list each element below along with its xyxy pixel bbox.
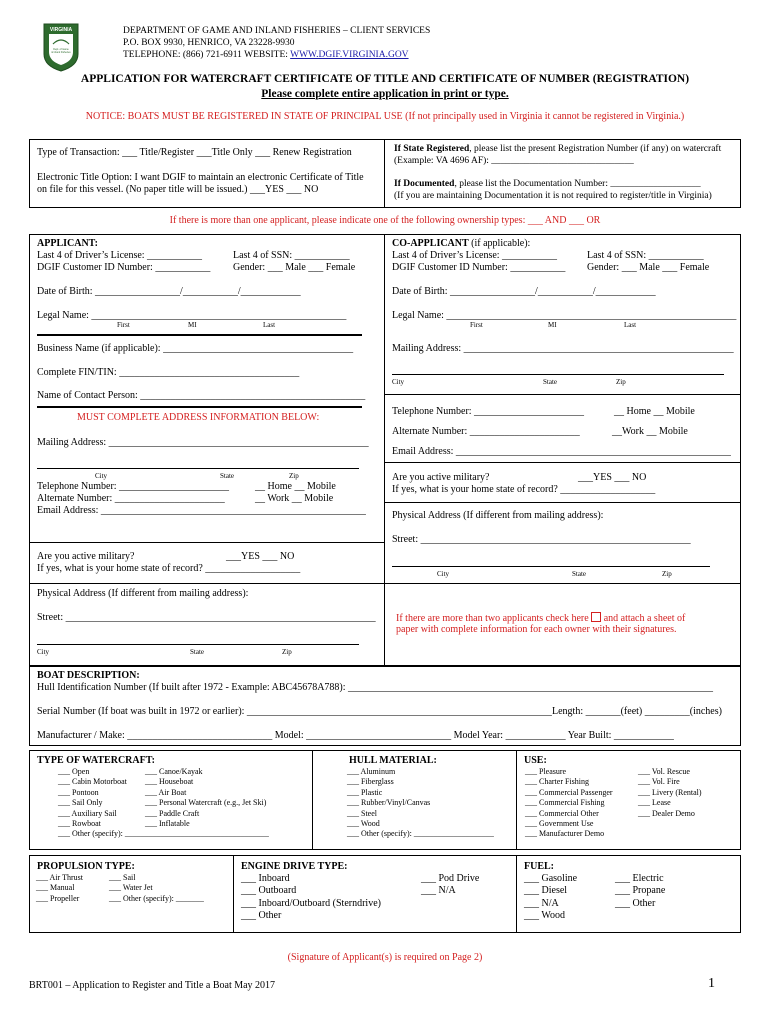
applicant-legal-name[interactable]: Legal Name: ___________________________________________________ bbox=[37, 310, 347, 321]
fuel-option[interactable]: ___ Propane bbox=[615, 885, 666, 897]
applicant-military: Are you active military? bbox=[37, 551, 135, 562]
coapplicant-heading: CO-APPLICANT (if applicable): bbox=[392, 238, 531, 249]
watercraft-option[interactable]: ___ Air Boat bbox=[145, 787, 187, 797]
applicant-contact[interactable]: Name of Contact Person: _____________________________________________ bbox=[37, 390, 366, 401]
coapplicant-alternate-type[interactable]: __Work __ Mobile bbox=[612, 426, 688, 437]
propulsion-option[interactable]: ___ Air Thrust bbox=[36, 873, 83, 882]
coapplicant-last-label: Last bbox=[624, 321, 637, 329]
use-option[interactable]: ___ Dealer Demo bbox=[638, 808, 695, 818]
watercraft-option[interactable]: ___ Cabin Motorboat bbox=[58, 777, 127, 787]
applicant-alternate[interactable]: Alternate Number: ______________________ bbox=[37, 493, 225, 504]
hull-option[interactable]: ___ Fiberglass bbox=[347, 777, 394, 787]
svg-text:VIRGINIA: VIRGINIA bbox=[49, 27, 73, 33]
coapplicant-physical-city-label: City bbox=[437, 570, 450, 578]
applicant-physical-zip-label: Zip bbox=[282, 648, 292, 656]
applicant-city-label: City bbox=[95, 472, 108, 480]
watercraft-option[interactable]: ___ Pontoon bbox=[58, 787, 99, 797]
watercraft-option[interactable]: ___ Auxiliary Sail bbox=[58, 808, 117, 818]
propulsion-option[interactable]: ___ Manual bbox=[36, 883, 75, 893]
electronic-title-line2[interactable]: on file for this vessel. (No paper title will be issued.) ___YES ___ NO bbox=[37, 184, 319, 195]
use-option[interactable]: ___ Lease bbox=[638, 798, 671, 808]
use-option[interactable]: ___ Manufacturer Demo bbox=[525, 829, 605, 839]
use-option[interactable]: ___ Vol. Rescue bbox=[638, 767, 690, 776]
watercraft-heading: TYPE OF WATERCRAFT: bbox=[37, 755, 155, 766]
address-required-note: MUST COMPLETE ADDRESS INFORMATION BELOW: bbox=[77, 412, 320, 423]
coapplicant-dl[interactable]: Last 4 of Driver’s License: ___________ bbox=[392, 250, 558, 261]
dept-phone: TELEPHONE: (866) 721-6911 WEBSITE: bbox=[123, 50, 291, 60]
coapplicant-home-state[interactable]: If yes, what is your home state of record? ___________________ bbox=[392, 484, 656, 495]
coapplicant-military-options[interactable]: ___YES ___ NO bbox=[578, 472, 647, 483]
use-option[interactable]: ___ Commercial Passenger bbox=[525, 787, 613, 797]
applicant-physical-heading: Physical Address (If different from mailing address): bbox=[37, 588, 249, 599]
coapplicant-street[interactable]: Street: ______________________________________________________ bbox=[392, 534, 691, 545]
coapplicant-ssn[interactable]: Last 4 of SSN: ___________ bbox=[587, 250, 704, 261]
propulsion-list-2 bbox=[109, 873, 204, 904]
electronic-title-line1: Electronic Title Option: I want DGIF to maintain an electronic Certificate of Title bbox=[37, 172, 364, 183]
coapplicant-military: Are you active military? bbox=[392, 472, 490, 483]
form-title: APPLICATION FOR WATERCRAFT CERTIFICATE OF TITLE AND CERTIFICATE OF NUMBER (REGISTRATION) bbox=[80, 73, 690, 85]
use-option[interactable]: ___ Commercial Fishing bbox=[525, 798, 605, 808]
fuel-option[interactable]: ___ Other bbox=[615, 897, 656, 909]
engine-option[interactable]: ___ N/A bbox=[421, 885, 456, 897]
dept-address: P.O. BOX 9930, HENRICO, VA 23228-9930 bbox=[123, 38, 295, 48]
hull-option[interactable]: ___ Wood bbox=[347, 819, 380, 829]
engine-drive-heading: ENGINE DRIVE TYPE: bbox=[241, 861, 348, 872]
use-option[interactable]: ___ Government Use bbox=[525, 819, 594, 829]
engine-option[interactable]: ___ Pod Drive bbox=[421, 873, 480, 884]
hull-option[interactable]: ___ Steel bbox=[347, 808, 377, 818]
use-option[interactable]: ___ Charter Fishing bbox=[525, 777, 589, 787]
applicant-fin[interactable]: Complete FIN/TIN: ____________________________________ bbox=[37, 367, 300, 378]
fuel-list-1 bbox=[524, 873, 577, 922]
page-number: 1 bbox=[708, 976, 715, 991]
use-option[interactable]: ___ Livery (Rental) bbox=[638, 787, 702, 797]
applicant-mailing[interactable]: Mailing Address: ____________________________________________________ bbox=[37, 437, 369, 448]
engine-option[interactable]: ___ Outboard bbox=[241, 885, 297, 897]
use-option[interactable]: ___ Commercial Other bbox=[525, 808, 599, 818]
fuel-list-2 bbox=[615, 873, 665, 910]
propulsion-list-1 bbox=[36, 873, 83, 904]
hull-option[interactable]: ___ Other (specify): ____________________ bbox=[347, 829, 494, 839]
propulsion-heading: PROPULSION TYPE: bbox=[37, 861, 135, 872]
watercraft-option[interactable]: ___ Inflatable bbox=[145, 819, 190, 829]
hull-id-number[interactable]: Hull Identification Number (If built after 1972 - Example: ABC45678A788): _________________________________________________________________________ bbox=[37, 682, 714, 693]
fuel-option[interactable]: ___ Gasoline bbox=[524, 873, 578, 884]
applicant-home-state[interactable]: If yes, what is your home state of record? ___________________ bbox=[37, 563, 301, 574]
hull-option[interactable]: ___ Aluminum bbox=[347, 767, 396, 776]
fuel-heading: FUEL: bbox=[524, 861, 554, 872]
applicant-dob[interactable]: Date of Birth: _________________/___________/____________ bbox=[37, 286, 301, 297]
watercraft-option[interactable]: ___ Sail Only bbox=[58, 798, 103, 808]
applicant-dl[interactable]: Last 4 of Driver’s License: ___________ bbox=[37, 250, 203, 261]
watercraft-option[interactable]: ___ Canoe/Kayak bbox=[145, 767, 203, 776]
serial-number[interactable]: Serial Number (If boat was built in 1972 or earlier): _____________________________________________________________ bbox=[37, 706, 552, 717]
applicant-ssn[interactable]: Last 4 of SSN: ___________ bbox=[233, 250, 350, 261]
applicant-zip-label: Zip bbox=[289, 472, 299, 480]
watercraft-option[interactable]: ___ Open bbox=[58, 767, 90, 776]
manufacturer-model-year[interactable]: Manufacturer / Make: _____________________________ Model: _____________________________ Model Year: ____________ Year Built: ____________ bbox=[37, 730, 674, 741]
coapplicant-alternate[interactable]: Alternate Number: ______________________ bbox=[392, 426, 580, 437]
website-link[interactable]: WWW.DGIF.VIRGINIA.GOV bbox=[290, 50, 409, 60]
more-applicants-note: If there are more than two applicants check here and attach a sheet of bbox=[396, 613, 686, 624]
applicant-gender[interactable]: Gender: ___ Male ___ Female bbox=[233, 262, 356, 273]
watercraft-option[interactable]: ___ Rowboat bbox=[58, 819, 101, 829]
svg-text:Dept. of Game: Dept. of Game bbox=[53, 48, 69, 51]
coapplicant-dob[interactable]: Date of Birth: _________________/___________/____________ bbox=[392, 286, 656, 297]
coapplicant-zip-label: Zip bbox=[616, 378, 626, 386]
transaction-type[interactable]: Type of Transaction: ___ Title/Register ___Title Only ___ Renew Registration bbox=[37, 147, 352, 158]
coapplicant-telephone[interactable]: Telephone Number: ______________________ bbox=[392, 406, 585, 417]
watercraft-option[interactable]: ___ Houseboat bbox=[145, 777, 194, 787]
boat-description-heading: BOAT DESCRIPTION: bbox=[37, 670, 140, 681]
boat-length[interactable]: Length: _______(feet) _________(inches) bbox=[552, 706, 722, 717]
applicant-dgif-id[interactable]: DGIF Customer ID Number: ___________ bbox=[37, 262, 211, 273]
engine-drive-list-1 bbox=[241, 873, 381, 922]
coapplicant-telephone-type[interactable]: __ Home __ Mobile bbox=[614, 406, 695, 417]
propulsion-option[interactable]: ___ Other (specify): _______ bbox=[109, 893, 204, 903]
watercraft-option[interactable]: ___ Personal Watercraft (e.g., Jet Ski) bbox=[145, 798, 267, 808]
documented[interactable]: If Documented, please list the Documentation Number: ___________________ bbox=[394, 179, 701, 189]
watercraft-option[interactable]: ___ Other (specify): ____________________________________ bbox=[58, 829, 269, 839]
applicant-first-label: First bbox=[117, 321, 130, 329]
fuel-option[interactable]: ___ N/A bbox=[524, 897, 559, 909]
coapplicant-dgif-id[interactable]: DGIF Customer ID Number: ___________ bbox=[392, 262, 566, 273]
propulsion-option[interactable]: ___ Water Jet bbox=[109, 883, 153, 893]
more-applicants-checkbox[interactable] bbox=[591, 612, 601, 622]
applicant-state-label: State bbox=[220, 472, 234, 480]
ownership-type[interactable]: If there is more than one applicant, please indicate one of the following ownership types: ___ AND ___ OR bbox=[169, 215, 601, 226]
watercraft-list-2 bbox=[145, 767, 266, 829]
fuel-option[interactable]: ___ Wood bbox=[524, 909, 565, 921]
propulsion-option[interactable]: ___ Propeller bbox=[36, 893, 80, 903]
coapplicant-city-label: City bbox=[392, 378, 405, 386]
watercraft-option[interactable]: ___ Paddle Craft bbox=[145, 808, 200, 818]
applicant-business[interactable]: Business Name (if applicable): ______________________________________ bbox=[37, 343, 354, 354]
coapplicant-mi-label: MI bbox=[548, 321, 557, 329]
applicant-alternate-type[interactable]: __ Work __ Mobile bbox=[255, 493, 334, 504]
applicant-telephone-type[interactable]: __ Home __ Mobile bbox=[255, 481, 336, 492]
dept-name: DEPARTMENT OF GAME AND INLAND FISHERIES – CLIENT SERVICES bbox=[123, 26, 431, 36]
documented-note: (If you are maintaining Documentation it is not required to register/title in Virginia) bbox=[394, 191, 712, 201]
hull-option[interactable]: ___ Rubber/Vinyl/Canvas bbox=[347, 798, 431, 808]
engine-drive-list-2 bbox=[421, 873, 479, 898]
form-footer: BRT001 – Application to Register and Title a Boat May 2017 bbox=[29, 980, 276, 991]
coapplicant-gender[interactable]: Gender: ___ Male ___ Female bbox=[587, 262, 710, 273]
use-heading: USE: bbox=[524, 755, 547, 766]
coapplicant-physical-heading: Physical Address (If different from mailing address): bbox=[392, 510, 604, 521]
applicant-mi-label: MI bbox=[188, 321, 197, 329]
coapplicant-first-label: First bbox=[470, 321, 483, 329]
engine-option[interactable]: ___ Inboard/Outboard (Sterndrive) bbox=[241, 897, 381, 909]
notice: NOTICE: BOATS MUST BE REGISTERED IN STATE OF PRINCIPAL USE (If not principally used in Virginia it cannot be registered in Virginia.) bbox=[85, 111, 685, 122]
engine-option[interactable]: ___ Inboard bbox=[241, 873, 290, 884]
applicant-heading: APPLICANT: bbox=[37, 238, 98, 249]
coapplicant-mailing[interactable]: Mailing Address: ______________________________________________________ bbox=[392, 343, 734, 354]
engine-option[interactable]: ___ Other bbox=[241, 909, 282, 921]
dgif-logo bbox=[42, 22, 80, 72]
hull-material-heading: HULL MATERIAL: bbox=[349, 755, 437, 766]
applicant-street[interactable]: Street: ______________________________________________________________ bbox=[37, 612, 376, 623]
fuel-option[interactable]: ___ Diesel bbox=[524, 885, 568, 897]
coapplicant-state-label: State bbox=[543, 378, 557, 386]
state-registered-example[interactable]: (Example: VA 4696 AF): ______________________________ bbox=[394, 156, 634, 166]
coapplicant-physical-zip-label: Zip bbox=[662, 570, 672, 578]
applicant-last-label: Last bbox=[263, 321, 276, 329]
applicant-telephone[interactable]: Telephone Number: ______________________ bbox=[37, 481, 230, 492]
applicant-physical-city-label: City bbox=[37, 648, 50, 656]
use-list-2 bbox=[638, 767, 702, 819]
coapplicant-email[interactable]: Email Address: _______________________________________________________ bbox=[392, 446, 731, 457]
more-applicants-note-line2: paper with complete information for each owner with their signatures. bbox=[396, 624, 677, 635]
state-registered[interactable]: If State Registered, please list the present Registration Number (if any) on watercraft bbox=[394, 144, 722, 154]
signature-note: (Signature of Applicant(s) is required on Page 2) bbox=[287, 952, 483, 963]
use-option[interactable]: ___ Pleasure bbox=[525, 767, 567, 776]
svg-text:& Inland Fisheries: & Inland Fisheries bbox=[51, 51, 71, 54]
applicant-physical-state-label: State bbox=[190, 648, 204, 656]
form-subtitle: Please complete entire application in print or type. bbox=[261, 88, 509, 100]
coapplicant-legal-name[interactable]: Legal Name: __________________________________________________________ bbox=[392, 310, 737, 321]
coapplicant-physical-state-label: State bbox=[572, 570, 586, 578]
use-list-1 bbox=[525, 767, 613, 840]
dept-phone-line bbox=[123, 50, 409, 60]
fuel-option[interactable]: ___ Electric bbox=[615, 873, 664, 884]
applicant-military-options[interactable]: ___YES ___ NO bbox=[226, 551, 295, 562]
propulsion-option[interactable]: ___ Sail bbox=[109, 873, 136, 882]
hull-option[interactable]: ___ Plastic bbox=[347, 787, 383, 797]
use-option[interactable]: ___ Vol. Fire bbox=[638, 777, 680, 787]
hull-material-list bbox=[347, 767, 494, 840]
applicant-email[interactable]: Email Address: _____________________________________________________ bbox=[37, 505, 366, 516]
